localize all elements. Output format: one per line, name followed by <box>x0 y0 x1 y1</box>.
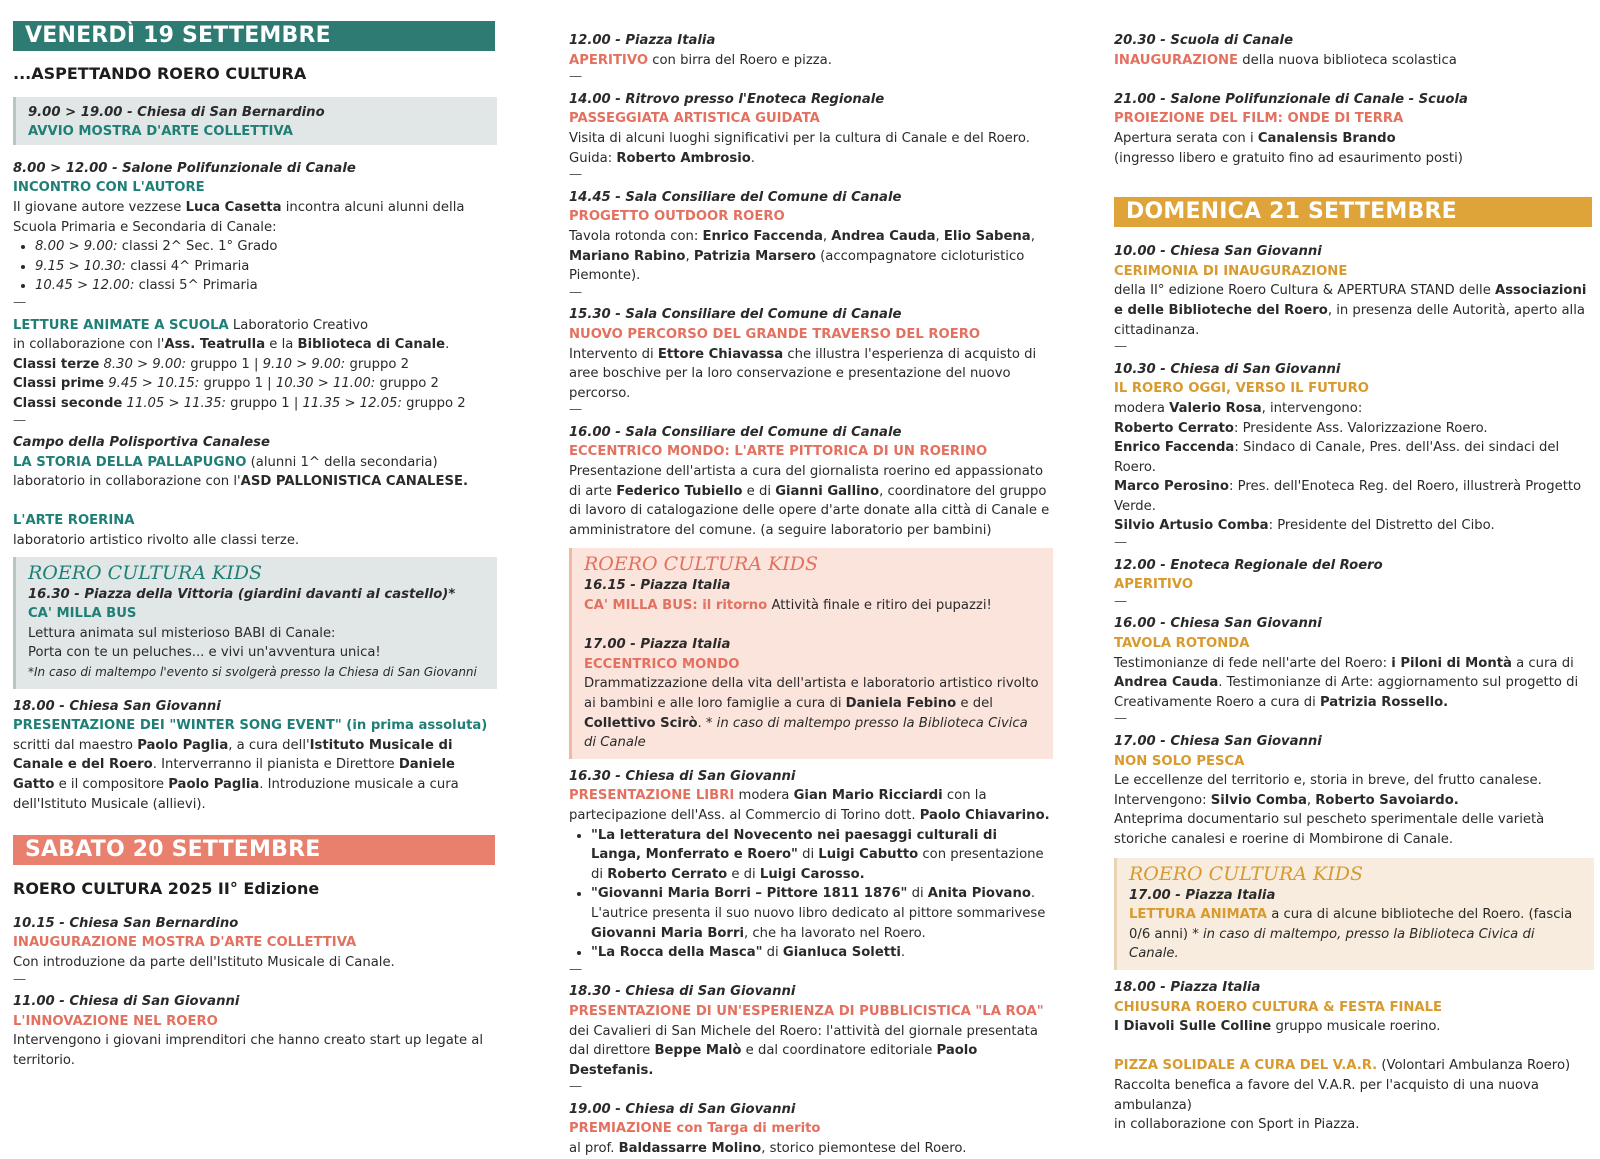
event-premiazione: 19.00 - Chiesa di San Giovanni PREMIAZIONE con Targa di merito al prof. Baldassarre Molino, storico piemontese del Roero. <box>569 1100 1051 1159</box>
day-banner-friday: VENERDÌ 19 SETTEMBRE <box>13 21 495 51</box>
event-title: PIZZA SOLIDALE A CURA DEL V.A.R. <box>1114 1058 1378 1074</box>
kids-box-sunday: ROERO CULTURA KIDS 17.00 - Piazza Italia LETTURA ANIMATA a cura di alcune biblioteche del Roero. (fascia 0/6 anni) * in caso di maltempo, presso la Biblioteca Civica di Canale. <box>1114 858 1594 970</box>
event-title: CERIMONIA DI INAUGURAZIONE <box>1114 263 1348 279</box>
event-title: PRESENTAZIONE LIBRI <box>569 788 735 804</box>
event-cerimonia: 10.00 - Chiesa San Giovanni CERIMONIA DI INAUGURAZIONE della II° edizione Roero Cultura & APERTURA STAND delle Associazioni e delle Biblioteche del Roero, in presenza delle Autorità, aperto alla cittadinanza. <box>1114 242 1592 340</box>
weather-note: *In caso di maltempo l'evento si svolgerà presso la Chiesa di San Giovanni <box>28 665 477 680</box>
event-letture-animate: LETTURE ANIMATE A SCUOLA Laboratorio Creativo in collaborazione con l'Ass. Teatrulla e la Biblioteca di Canale. Classi terze 8.30 > 9.00: gruppo 1 | 9.10 > 9.00: gruppo 2 Classi prime 9.45 > 10.15: gruppo 1 | 10.30 > 11.00: gruppo 2 Classi seconde 11.05 > 11.35: gruppo 1 | 11.35 > 12.05: gruppo 2 <box>13 316 495 414</box>
event-innovazione: 11.00 - Chiesa di San Giovanni L'INNOVAZIONE NEL ROERO Intervengono i giovani imprenditori che hanno creato start up legate al territorio. <box>13 992 495 1070</box>
event-title: LA STORIA DELLA PALLAPUGNO <box>13 454 247 470</box>
event-place: Campo della Polisportiva Canalese <box>13 435 270 451</box>
event-title: CHIUSURA ROERO CULTURA & FESTA FINALE <box>1114 999 1443 1015</box>
event-title: PROIEZIONE DEL FILM: ONDE DI TERRA <box>1114 111 1404 127</box>
event-title: L'ARTE ROERINA <box>13 513 135 529</box>
event-presentazione-libri: 16.30 - Chiesa di San Giovanni PRESENTAZIONE LIBRI modera Gian Mario Ricciardi con la partecipazione dell'Ass. al Commercio di Torino dott. Paolo Chiavarino. • "La letteratura del Novecento nei paesaggi culturali di Langa, Monferrato e Roero" di Luigi Cabutto con presentazione di Roberto Cerrato e di Luigi Carosso. • "Giovanni Maria Borri – Pittore 1811 1876" di Anita Piovano. L'autrice presenta il suo nuovo libro dedicato al pittore sommarivese Giovanni Maria Borri, che ha lavorato nel Roero. • "La Rocca della Masca" di Gianluca Soletti. <box>569 767 1051 963</box>
event-time: 18.30 - Chiesa di San Giovanni <box>569 984 796 1000</box>
separator: — <box>13 294 27 310</box>
event-time: 17.00 - Piazza Italia <box>1129 887 1276 903</box>
event-time: 12.00 - Piazza Italia <box>569 33 716 48</box>
class-row: Classi terze 8.30 > 9.00: gruppo 1 | 9.10 > 9.00: gruppo 2 <box>13 356 409 372</box>
event-title: L'INNOVAZIONE NEL ROERO <box>13 1013 218 1029</box>
separator: — <box>1114 711 1128 727</box>
event-pallapugno: Campo della Polisportiva Canalese LA STORIA DELLA PALLAPUGNO (alunni 1^ della secondaria) laboratorio in collaborazione con l'ASD PALLONISTICA CANALESE. <box>13 433 495 492</box>
kids-heading: ROERO CULTURA KIDS <box>584 553 818 576</box>
event-title: NUOVO PERCORSO DEL GRANDE TRAVERSO DEL ROERO <box>569 326 981 342</box>
event-time: 16.00 - Chiesa San Giovanni <box>1114 616 1322 632</box>
event-inaugurazione-mostra: 10.15 - Chiesa San Bernardino INAUGURAZIONE MOSTRA D'ARTE COLLETTIVA Con introduzione da parte dell'Istituto Musicale di Canale. <box>13 914 495 973</box>
list-item: • "La letteratura del Novecento nei paesaggi culturali di Langa, Monferrato e Roero" di Luigi Cabutto con presentazione di Roberto Cerrato e di Luigi Carosso. <box>591 826 1051 885</box>
event-time: 17.00 - Piazza Italia <box>584 637 731 653</box>
separator: — <box>1114 339 1128 355</box>
event-title: LETTURA ANIMATA <box>1129 907 1267 923</box>
separator: — <box>569 961 583 977</box>
kids-box-friday: ROERO CULTURA KIDS 16.30 - Piazza della Vittoria (giardini davanti al castello)* CA' MILLA BUS Lettura animata sul misterioso BABI di Canale: Porta con te un peluches... e vivi un'avventura unica! *In caso di maltempo l'evento si svolgerà presso la Chiesa di San Giovanni <box>13 557 497 689</box>
column-saturday <box>569 0 1051 1159</box>
kids-box-saturday: ROERO CULTURA KIDS 16.15 - Piazza Italia CA' MILLA BUS: il ritorno Attività finale e ritiro dei pupazzi! 17.00 - Piazza Italia ECCENTRICO MONDO Drammatizzazione della vita dell'artista e laboratorio artistico rivolto ai bambini e alle loro famiglie a cura di Daniela Febino e del Collettivo Scirò. * in caso di maltempo presso la Biblioteca Civica di Canale <box>569 548 1053 758</box>
event-title: CA' MILLA BUS <box>28 606 137 622</box>
event-title: PRESENTAZIONE DI UN'ESPERIENZA DI PUBBLICISTICA "LA ROA" <box>569 1003 1044 1019</box>
event-winter-song: 18.00 - Chiesa San Giovanni PRESENTAZIONE DEI "WINTER SONG EVENT" (in prima assoluta) scritti dal maestro Paolo Paglia, a cura dell'Istituto Musicale di Canale e del Roero. Interverranno il pianista e Direttore Daniele Gatto e il compositore Paolo Paglia. Introduzione musicale a cura dell'Istituto Musicale (allievi). <box>13 697 495 815</box>
event-title: PRESENTAZIONE DEI "WINTER SONG EVENT" (in prima assoluta) <box>13 718 488 734</box>
section-subtitle: ...ASPETTANDO ROERO CULTURA <box>13 64 307 83</box>
kids-heading: ROERO CULTURA KIDS <box>1129 862 1363 885</box>
event-time: 19.00 - Chiesa di San Giovanni <box>569 1101 796 1117</box>
day-banner-saturday: SABATO 20 SETTEMBRE <box>13 835 495 865</box>
event-chiusura: 18.00 - Piazza Italia CHIUSURA ROERO CULTURA & FESTA FINALE I Diavoli Sulle Colline gruppo musicale roerino. <box>1114 978 1592 1037</box>
separator: — <box>569 167 583 183</box>
list-item: • 10.45 > 12.00: classi 5^ Primaria <box>35 276 495 296</box>
event-grande-traverso: 15.30 - Sala Consiliare del Comune di Canale NUOVO PERCORSO DEL GRANDE TRAVERSO DEL ROERO Intervento di Ettore Chiavassa che illustra l'esperienza di acquisto di aree boschive per la loro conservazione e presentazione del nuovo percorso. <box>569 305 1051 403</box>
highlight-box-exhibition <box>13 97 497 145</box>
event-time: 16.15 - Piazza Italia <box>584 578 731 594</box>
event-title: PROGETTO OUTDOOR ROERO <box>569 209 785 225</box>
event-time: 8.00 > 12.00 - Salone Polifunzionale di Canale <box>13 160 356 176</box>
separator: — <box>569 69 583 85</box>
list-item: • "Giovanni Maria Borri – Pittore 1811 1876" di Anita Piovano. L'autrice presenta il suo nuovo libro dedicato al pittore sommarivese Giovanni Maria Borri, che ha lavorato nel Roero. <box>591 884 1051 943</box>
event-time: 9.00 > 19.00 - Chiesa di San Bernardino <box>28 104 325 120</box>
event-title: INCONTRO CON L'AUTORE <box>13 180 205 196</box>
event-time: 17.00 - Chiesa San Giovanni <box>1114 734 1322 749</box>
event-incontro-autore <box>13 159 495 296</box>
event-eccentrico-mondo: 16.00 - Sala Consiliare del Comune di Canale ECCENTRICO MONDO: L'ARTE PITTORICA DI UN ROERINO Presentazione dell'artista a cura del giornalista roerino ed appassionato di arte Federico Tubiello e di Gianni Gallino, coordinatore del gruppo di lavoro di catalogazione delle opere d'arte donate alla città di Canale e amministratore del comune. (a seguire laboratorio per bambini) <box>569 424 1050 538</box>
separator: — <box>1114 535 1128 551</box>
event-title: APERITIVO <box>569 52 649 68</box>
event-time: 10.15 - Chiesa San Bernardino <box>13 915 239 931</box>
event-time: 11.00 - Chiesa di San Giovanni <box>13 994 240 1010</box>
list-item: • "La Rocca della Masca" di Gianluca Soletti. <box>591 943 1051 963</box>
separator: — <box>569 284 583 300</box>
event-desc: Il giovane autore vezzese Luca Casetta incontra alcuni alunni della Scuola Primaria e Secondaria di Canale: <box>13 199 465 235</box>
event-time: 15.30 - Sala Consiliare del Comune di Canale <box>569 307 902 323</box>
event-title: ECCENTRICO MONDO <box>584 656 740 672</box>
event-aperitivo-sunday <box>1114 556 1592 595</box>
event-inaugurazione-biblioteca: 20.30 - Scuola di Canale INAUGURAZIONE della nuova biblioteca scolastica <box>1114 31 1592 70</box>
separator: — <box>1114 593 1128 609</box>
event-arte-roerina: L'ARTE ROERINA laboratorio artistico rivolto alle classi terze. <box>13 511 495 550</box>
day-banner-sunday: DOMENICA 21 SETTEMBRE <box>1114 197 1592 227</box>
event-time: 14.45 - Sala Consiliare del Comune di Canale <box>569 189 902 205</box>
event-title: INAUGURAZIONE MOSTRA D'ARTE COLLETTIVA <box>13 935 357 951</box>
event-title: INAUGURAZIONE <box>1114 52 1239 68</box>
event-time: 16.00 - Sala Consiliare del Comune di Canale <box>569 424 902 440</box>
list-item: • 8.00 > 9.00: classi 2^ Sec. 1° Grado <box>35 237 495 257</box>
column-friday-saturday <box>13 0 495 1071</box>
event-title: CA' MILLA BUS: il ritorno <box>584 598 768 614</box>
event-roero-oggi: 10.30 - Chiesa di San Giovanni IL ROERO OGGI, VERSO IL FUTURO modera Valerio Rosa, intervengono: Roberto Cerrato: Presidente Ass. Valorizzazione Roero. Enrico Faccenda: Sindaco di Canale, Pres. dell'Ass. dei sindaci del Roero. Marco Perosino: Pres. dell'Enoteca Reg. del Roero, illustrerà Progetto Verde. Silvio Artusio Comba: Presidente del Distretto del Cibo. <box>1114 360 1592 536</box>
event-title: AVVIO MOSTRA D'ARTE COLLETTIVA <box>28 124 293 140</box>
event-time: 18.00 - Chiesa San Giovanni <box>13 698 221 714</box>
separator: — <box>569 402 583 418</box>
event-pizza-solidale: PIZZA SOLIDALE A CURA DEL V.A.R. (Volontari Ambulanza Roero) Raccolta benefica a favore del V.A.R. per l'acquisto di una nuova ambulanza) in collaborazione con Sport in Piazza. <box>1114 1058 1571 1133</box>
event-time: 10.00 - Chiesa San Giovanni <box>1114 244 1322 260</box>
event-time: 21.00 - Salone Polifunzionale di Canale - Scuola <box>1114 91 1468 107</box>
event-title: LETTURE ANIMATE A SCUOLA <box>13 317 229 333</box>
column-saturday-sunday <box>1114 0 1592 1135</box>
event-time: 18.00 - Piazza Italia <box>1114 979 1261 995</box>
event-time: 10.30 - Chiesa di San Giovanni <box>1114 361 1341 377</box>
event-time: 16.30 - Piazza della Vittoria (giardini davanti al castello)* <box>28 586 456 602</box>
event-title: NON SOLO PESCA <box>1114 753 1245 769</box>
schedule-list <box>13 237 495 296</box>
event-time: 12.00 - Enoteca Regionale del Roero <box>1114 557 1383 573</box>
separator: — <box>569 1079 583 1095</box>
event-title: IL ROERO OGGI, VERSO IL FUTURO <box>1114 381 1369 397</box>
event-title: ECCENTRICO MONDO: L'ARTE PITTORICA DI UN ROERINO <box>569 444 988 460</box>
event-title: PASSEGGIATA ARTISTICA GUIDATA <box>569 111 820 127</box>
event-title: PREMIAZIONE con Targa di merito <box>569 1121 821 1137</box>
event-outdoor: 14.45 - Sala Consiliare del Comune di Canale PROGETTO OUTDOOR ROERO Tavola rotonda con: Enrico Faccenda, Andrea Cauda, Elio Sabena, Mariano Rabino, Patrizia Marsero (accompagnatore cicloturistico Piemonte). <box>569 188 1051 286</box>
event-la-roa: 18.30 - Chiesa di San Giovanni PRESENTAZIONE DI UN'ESPERIENZA DI PUBBLICISTICA "LA ROA" dei Cavalieri di San Michele del Roero: l'attività del giornale presentata dal direttore Beppe Malò e dal coordinatore editoriale Paolo Destefanis. <box>569 982 1051 1080</box>
event-aperitivo: 12.00 - Piazza Italia APERITIVO con birra del Roero e pizza. <box>569 31 1051 70</box>
event-title: TAVOLA ROTONDA <box>1114 636 1250 652</box>
event-time: 20.30 - Scuola di Canale <box>1114 33 1294 48</box>
list-item: • 9.15 > 10.30: classi 4^ Primaria <box>35 257 495 277</box>
book-list <box>569 826 1051 963</box>
event-time: 14.00 - Ritrovo presso l'Enoteca Regionale <box>569 91 885 107</box>
separator: — <box>13 971 27 987</box>
section-subtitle: ROERO CULTURA 2025 II° Edizione <box>13 879 320 899</box>
event-film: 21.00 - Salone Polifunzionale di Canale - Scuola PROIEZIONE DEL FILM: ONDE DI TERRA Apertura serata con i Canalensis Brando (ingresso libero e gratuito fino ad esaurimento posti) <box>1114 90 1592 168</box>
event-tavola-rotonda: 16.00 - Chiesa San Giovanni TAVOLA ROTONDA Testimonianze di fede nell'arte del Roero: i Piloni di Montà a cura di Andrea Cauda. Testimonianze di Arte: aggiornamento sul progetto di Creativamente Roero a cura di Patrizia Rossello. <box>1114 614 1592 712</box>
kids-heading: ROERO CULTURA KIDS <box>28 561 262 584</box>
event-non-solo-pesca: 17.00 - Chiesa San Giovanni NON SOLO PESCA Le eccellenze del territorio e, storia in breve, del frutto canalese. Intervengono: Silvio Comba, Roberto Savoiardo. Anteprima documentario sul pescheto sperimentale delle varietà storiche canalesi e roerine di Mombirone di Canale. <box>1114 732 1592 850</box>
class-row: Classi prime 9.45 > 10.15: gruppo 1 | 10.30 > 11.00: gruppo 2 <box>13 376 439 392</box>
event-passeggiata: 14.00 - Ritrovo presso l'Enoteca Regionale PASSEGGIATA ARTISTICA GUIDATA Visita di alcuni luoghi significativi per la cultura di Canale e del Roero. Guida: Roberto Ambrosio. <box>569 90 1051 168</box>
event-time: 16.30 - Chiesa di San Giovanni <box>569 768 796 784</box>
event-title: APERITIVO <box>1114 577 1194 593</box>
separator: — <box>13 412 27 428</box>
class-row: Classi seconde 11.05 > 11.35: gruppo 1 | 11.35 > 12.05: gruppo 2 <box>13 395 466 411</box>
